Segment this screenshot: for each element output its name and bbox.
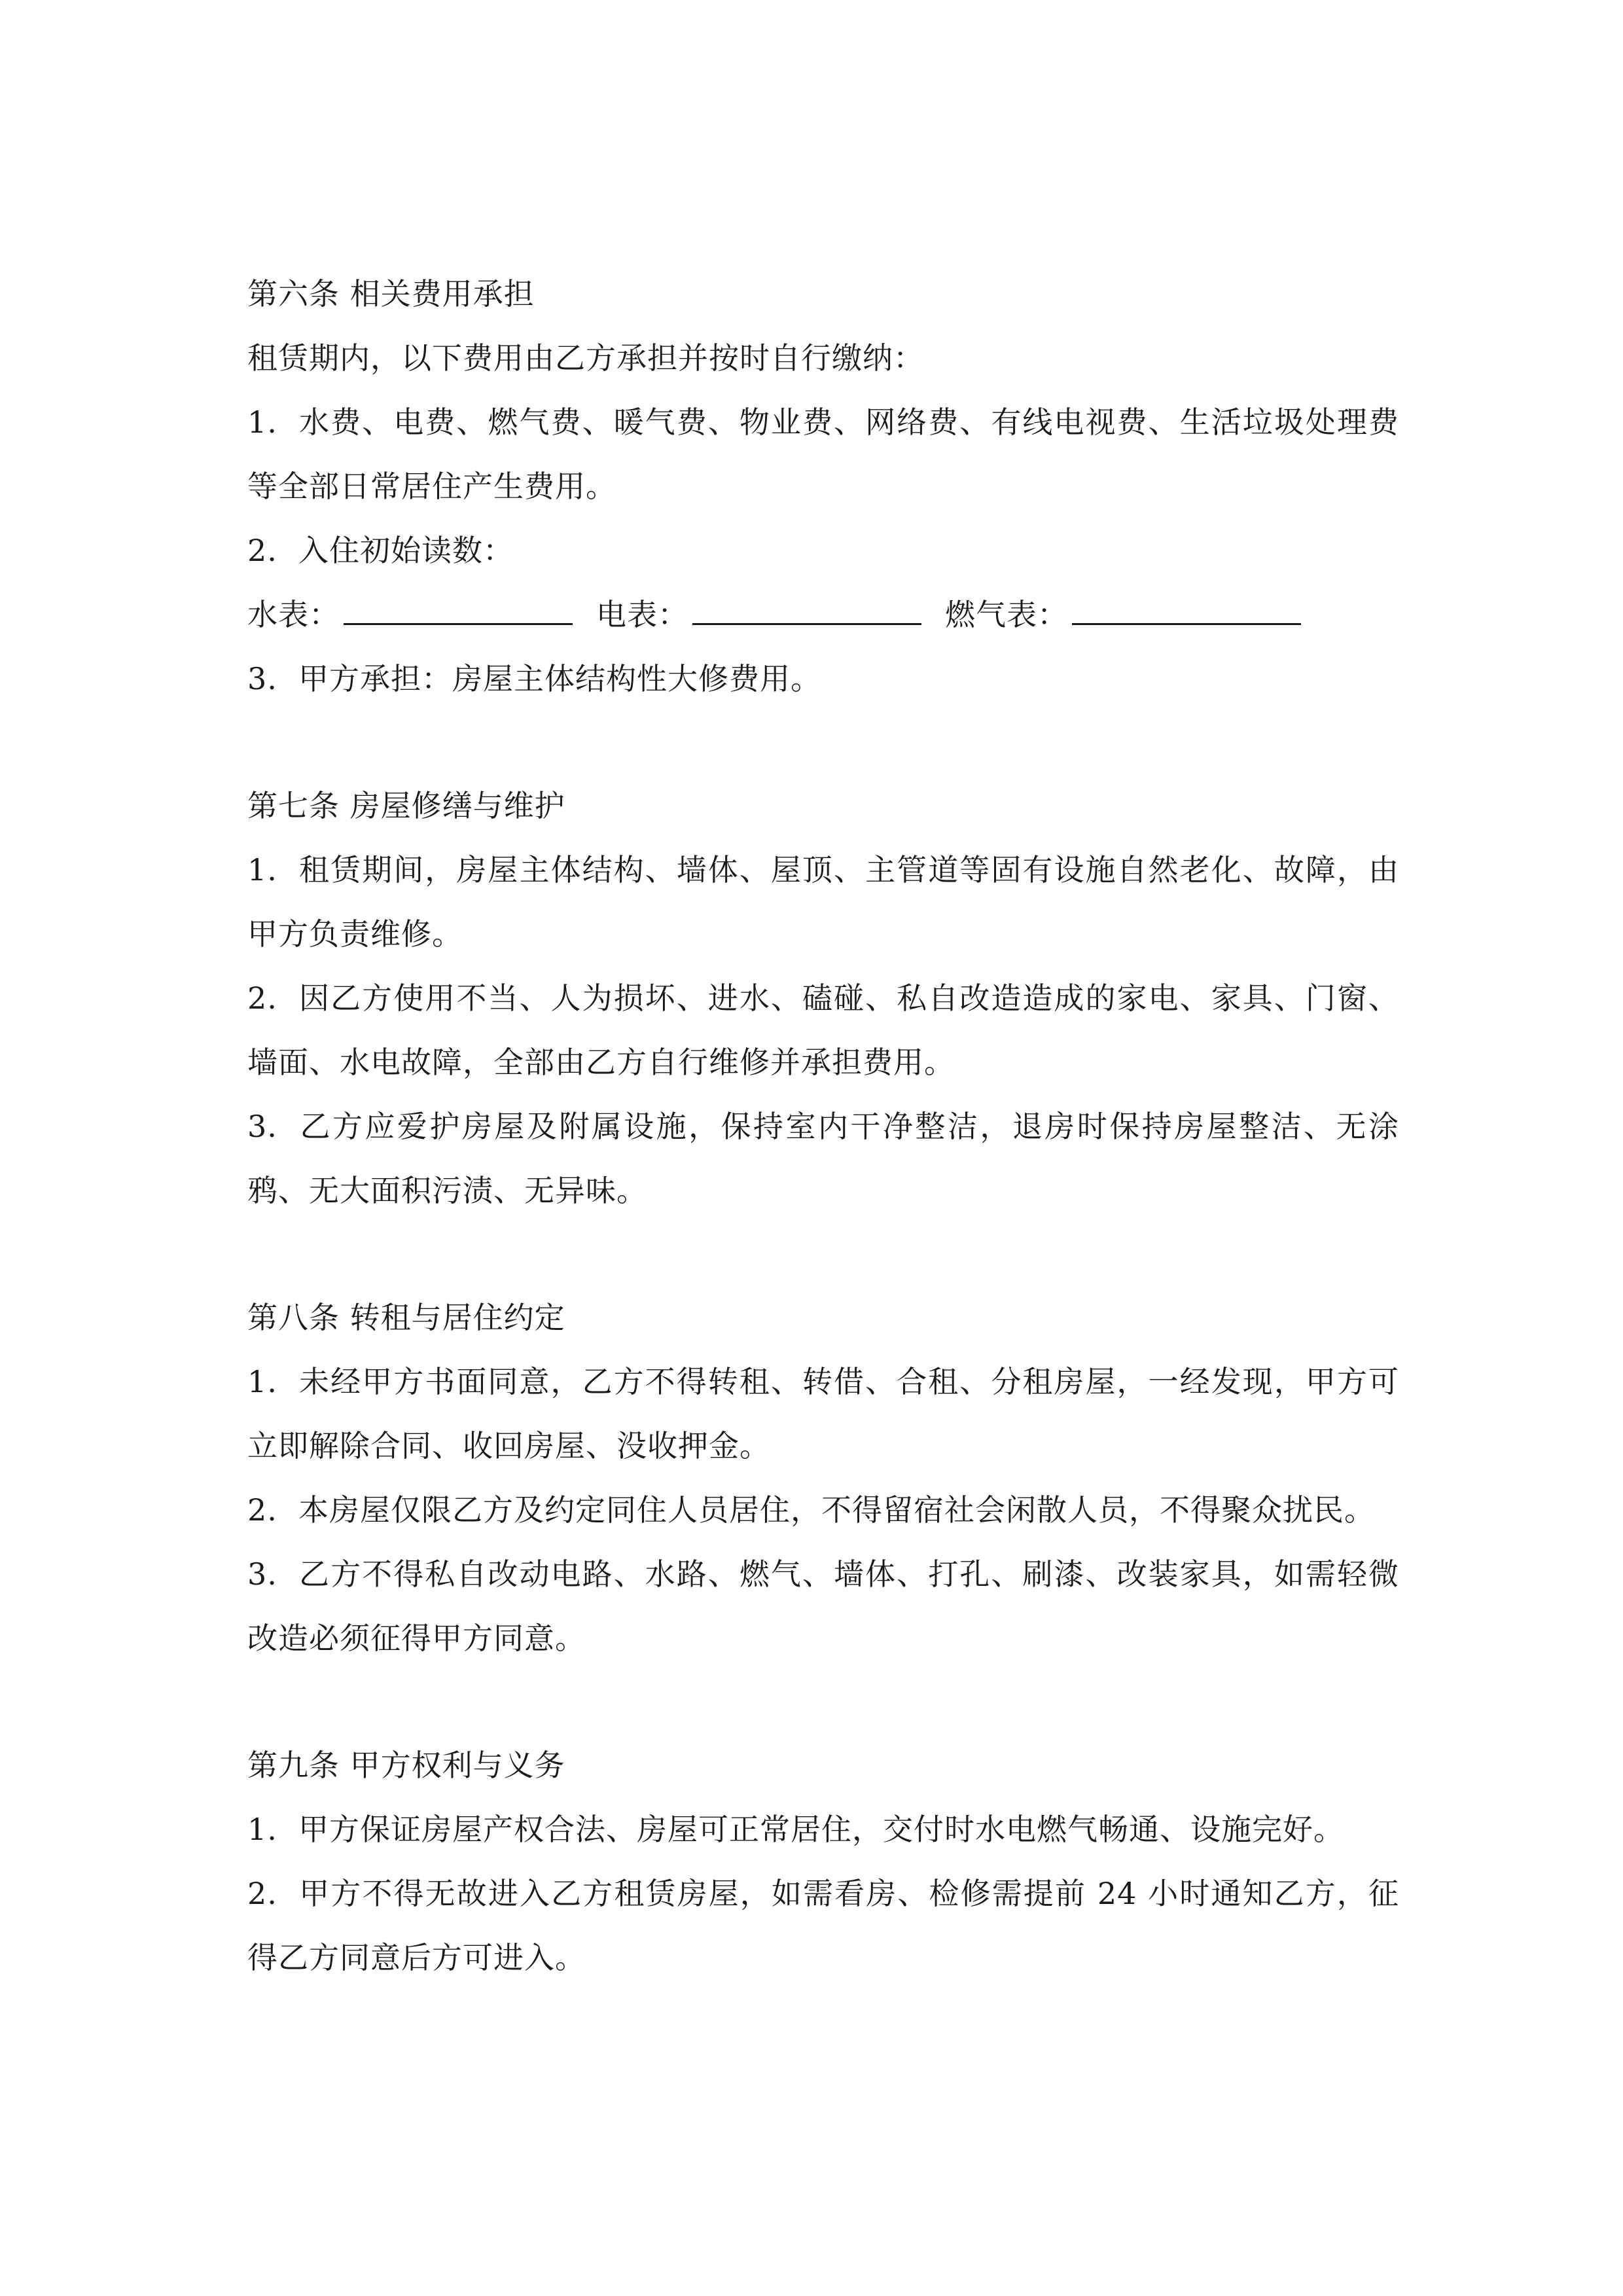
section-8-item-3 <box>247 1542 1399 1670</box>
meter-readings-row <box>247 583 1399 647</box>
item-text: 未经甲方书面同意，乙方不得转租、转借、合租、分租房屋，一经发现，甲方可立即解除合同、收回房屋、没收押金。 <box>247 1364 1399 1463</box>
gas-meter-label: 燃气表： <box>945 597 1068 632</box>
item-number: 2. <box>247 1876 277 1911</box>
section-8-item-1 <box>247 1350 1399 1478</box>
electric-meter-blank[interactable] <box>692 601 921 625</box>
section-9-title: 第九条 甲方权利与义务 <box>247 1748 565 1783</box>
item-number: 2. <box>247 533 277 568</box>
item-text: 乙方不得私自改动电路、水路、燃气、墙体、打孔、刷漆、改装家具，如需轻微改造必须征得甲方同意。 <box>247 1556 1399 1656</box>
item-text: 甲方承担：房屋主体结构性大修费用。 <box>298 661 821 696</box>
item-text: 入住初始读数： <box>298 533 514 568</box>
item-text: 甲方不得无故进入乙方租赁房屋，如需看房、检修需提前 24 小时通知乙方，征得乙方同意后方可进入。 <box>247 1876 1399 1975</box>
section-8-item-2 <box>247 1478 1399 1542</box>
item-number: 2. <box>247 1492 277 1528</box>
water-meter-blank[interactable] <box>344 601 573 625</box>
item-text: 水费、电费、燃气费、暖气费、物业费、网络费、有线电视费、生活垃圾处理费等全部日常居住产生费用。 <box>247 404 1399 504</box>
section-6-title: 第六条 相关费用承担 <box>247 276 535 312</box>
item-text: 甲方保证房屋产权合法、房屋可正常居住，交付时水电燃气畅通、设施完好。 <box>298 1812 1344 1847</box>
item-text: 因乙方使用不当、人为损坏、进水、磕碰、私自改造造成的家电、家具、门窗、墙面、水电故障，全部由乙方自行维修并承担费用。 <box>247 980 1399 1080</box>
item-number: 2. <box>247 980 277 1016</box>
section-6-item-3 <box>247 647 1399 711</box>
contract-page <box>247 262 1399 2053</box>
item-text: 本房屋仅限乙方及约定同住人员居住，不得留宿社会闲散人员，不得聚众扰民。 <box>298 1492 1375 1528</box>
water-meter-label: 水表： <box>247 597 340 632</box>
electric-meter-label: 电表： <box>596 597 688 632</box>
gas-meter-blank[interactable] <box>1072 601 1301 625</box>
section-8 <box>247 1285 1399 1670</box>
section-9-item-1 <box>247 1797 1399 1861</box>
item-number: 1. <box>247 404 277 440</box>
section-7 <box>247 774 1399 1223</box>
item-number: 3. <box>247 661 277 696</box>
section-7-item-1 <box>247 838 1399 966</box>
section-9-item-2 <box>247 1861 1399 1990</box>
section-9 <box>247 1733 1399 1990</box>
section-6-item-2 <box>247 518 1399 583</box>
section-6-intro: 租赁期内，以下费用由乙方承担并按时自行缴纳： <box>247 340 924 376</box>
item-number: 3. <box>247 1109 277 1144</box>
section-7-item-3 <box>247 1094 1399 1223</box>
item-text: 租赁期间，房屋主体结构、墙体、屋顶、主管道等固有设施自然老化、故障，由甲方负责维修。 <box>247 852 1399 952</box>
item-number: 1. <box>247 1364 277 1399</box>
section-7-item-2 <box>247 966 1399 1094</box>
section-6-item-1 <box>247 390 1399 518</box>
item-text: 乙方应爱护房屋及附属设施，保持室内干净整洁，退房时保持房屋整洁、无涂鸦、无大面积污渍、无异味。 <box>247 1109 1399 1208</box>
section-7-title: 第七条 房屋修缮与维护 <box>247 788 565 823</box>
item-number: 1. <box>247 1812 277 1847</box>
section-8-title: 第八条 转租与居住约定 <box>247 1300 565 1335</box>
item-number: 1. <box>247 852 277 888</box>
section-6 <box>247 262 1399 711</box>
item-number: 3. <box>247 1556 277 1592</box>
